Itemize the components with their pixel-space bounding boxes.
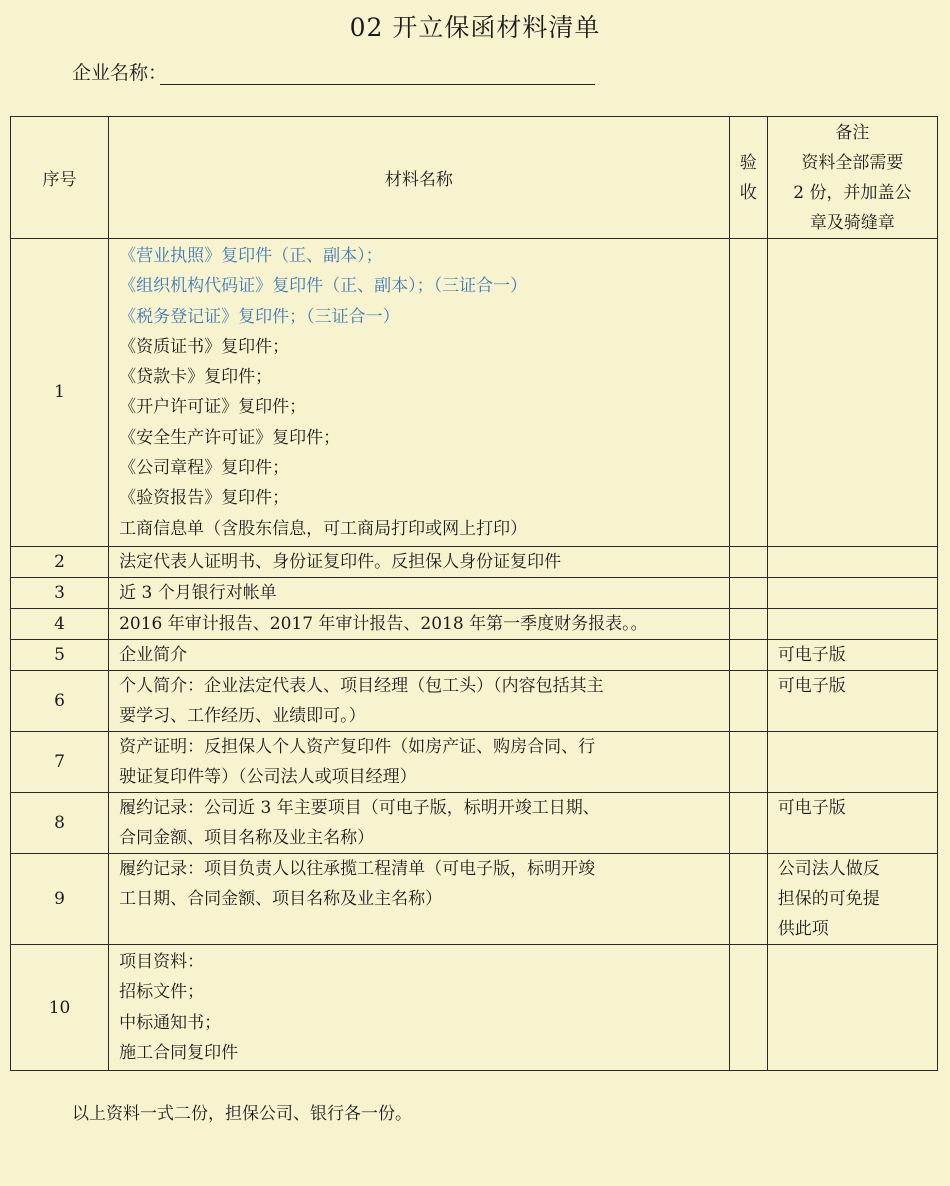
row-no: 4 [11, 608, 109, 639]
row-no: 3 [11, 577, 109, 608]
footer-note: 以上资料一式二份，担保公司、银行各一份。 [72, 1104, 412, 1124]
note-line-2: 担保的可免提 [777, 888, 880, 909]
row-no: 6 [11, 670, 109, 731]
check-cell [729, 670, 767, 731]
note-cell [767, 944, 937, 1070]
material-text-line-1: 履约记录：公司近 3 年主要项目（可电子版，标明开竣工日期、 [119, 797, 600, 818]
table-row [11, 853, 938, 944]
material-text-line-1: 履约记录：项目负责人以往承揽工程清单（可电子版，标明开竣 [119, 858, 596, 879]
note-cell [767, 239, 937, 547]
material-text: 近 3 个月银行对帐单 [109, 577, 730, 608]
table-row [11, 944, 938, 1070]
material-text-line-2: 工日期、合同金额、项目名称及业主名称） [119, 888, 443, 909]
material-text: 企业简介 [109, 639, 730, 670]
table-row [11, 577, 938, 608]
table-row [11, 608, 938, 639]
material-text: 2016 年审计报告、2017 年审计报告、2018 年第一季度财务报表。。 [109, 608, 730, 639]
check-cell [729, 546, 767, 577]
material-item-safety-permit: 《安全生产许可证》复印件； [119, 427, 341, 448]
material-item: 招标文件； [119, 982, 205, 1003]
table-row [11, 239, 938, 547]
materials-table [10, 116, 938, 1071]
check-cell [729, 944, 767, 1070]
material-text [109, 853, 730, 944]
material-item-account-permit: 《开户许可证》复印件； [119, 397, 307, 418]
header-note [767, 117, 937, 239]
material-text [109, 792, 730, 853]
material-list [109, 239, 730, 547]
material-text-line-2: 要学习、工作经历、业绩即可。） [119, 705, 366, 726]
check-cell [729, 239, 767, 547]
note-line-3: 供此项 [777, 918, 829, 939]
table-row [11, 639, 938, 670]
note-cell [767, 731, 937, 792]
row-no: 5 [11, 639, 109, 670]
material-item-capital-report: 《验资报告》复印件； [119, 488, 290, 509]
table-row [11, 546, 938, 577]
note-cell [767, 853, 937, 944]
material-list [109, 944, 730, 1070]
material-text [109, 670, 730, 731]
note-cell: 可电子版 [767, 639, 937, 670]
table-row [11, 792, 938, 853]
document-title: 02 开立保函材料清单 [349, 13, 601, 42]
header-note-line-4: 章及骑缝章 [809, 212, 895, 233]
row-no: 2 [11, 546, 109, 577]
table-row [11, 670, 938, 731]
row-no: 1 [11, 239, 109, 547]
check-cell [729, 792, 767, 853]
material-text [109, 731, 730, 792]
note-cell [767, 546, 937, 577]
header-note-line-3: 2 份，并加盖公 [793, 182, 912, 203]
company-name-label: 企业名称： [72, 62, 168, 84]
header-note-line-2: 资料全部需要 [801, 152, 904, 173]
material-text-line-1: 资产证明：反担保人个人资产复印件（如房产证、购房合同、行 [119, 736, 596, 757]
table-row [11, 731, 938, 792]
material-text-line-1: 个人简介：企业法定代表人、项目经理（包工头）（内容包括其主 [119, 675, 604, 696]
header-note-line-1: 备注 [835, 122, 870, 143]
material-item: 项目资料： [119, 951, 205, 972]
row-no: 8 [11, 792, 109, 853]
check-cell [729, 731, 767, 792]
note-cell [767, 577, 937, 608]
check-cell [729, 577, 767, 608]
check-cell [729, 639, 767, 670]
material-text-line-2: 合同金额、项目名称及业主名称） [119, 827, 375, 848]
row-no: 7 [11, 731, 109, 792]
header-no: 序号 [11, 117, 109, 239]
material-item-business-license: 《营业执照》复印件（正、副本）； [119, 246, 383, 266]
material-item: 中标通知书； [119, 1012, 222, 1033]
note-cell [767, 608, 937, 639]
material-item-articles: 《公司章程》复印件； [119, 458, 290, 479]
check-cell [729, 608, 767, 639]
header-material-name: 材料名称 [109, 117, 730, 239]
table-header-row [11, 117, 938, 239]
material-text-line-2: 驶证复印件等）（公司法人或项目经理） [119, 766, 417, 787]
check-cell [729, 853, 767, 944]
header-check [729, 117, 767, 239]
material-item-org-code: 《组织机构代码证》复印件（正、副本）；（三证合一） [119, 276, 528, 297]
row-no: 10 [11, 944, 109, 1070]
material-item-tax-registration: 《税务登记证》复印件；（三证合一） [119, 306, 400, 327]
company-name-blank-line [160, 84, 595, 85]
note-line-1: 公司法人做反 [777, 858, 880, 879]
material-text: 法定代表人证明书、身份证复印件。反担保人身份证复印件 [109, 546, 730, 577]
note-cell: 可电子版 [767, 792, 937, 853]
material-item: 施工合同复印件 [119, 1042, 239, 1063]
note-cell: 可电子版 [767, 670, 937, 731]
material-item-loan-card: 《贷款卡》复印件； [119, 367, 273, 388]
material-item-business-info: 工商信息单（含股东信息，可工商局打印或网上打印） [119, 518, 528, 539]
header-check-line-2: 收 [739, 182, 757, 203]
row-no: 9 [11, 853, 109, 944]
material-item-qualification: 《资质证书》复印件； [119, 336, 290, 357]
header-check-line-1: 验 [739, 152, 757, 173]
